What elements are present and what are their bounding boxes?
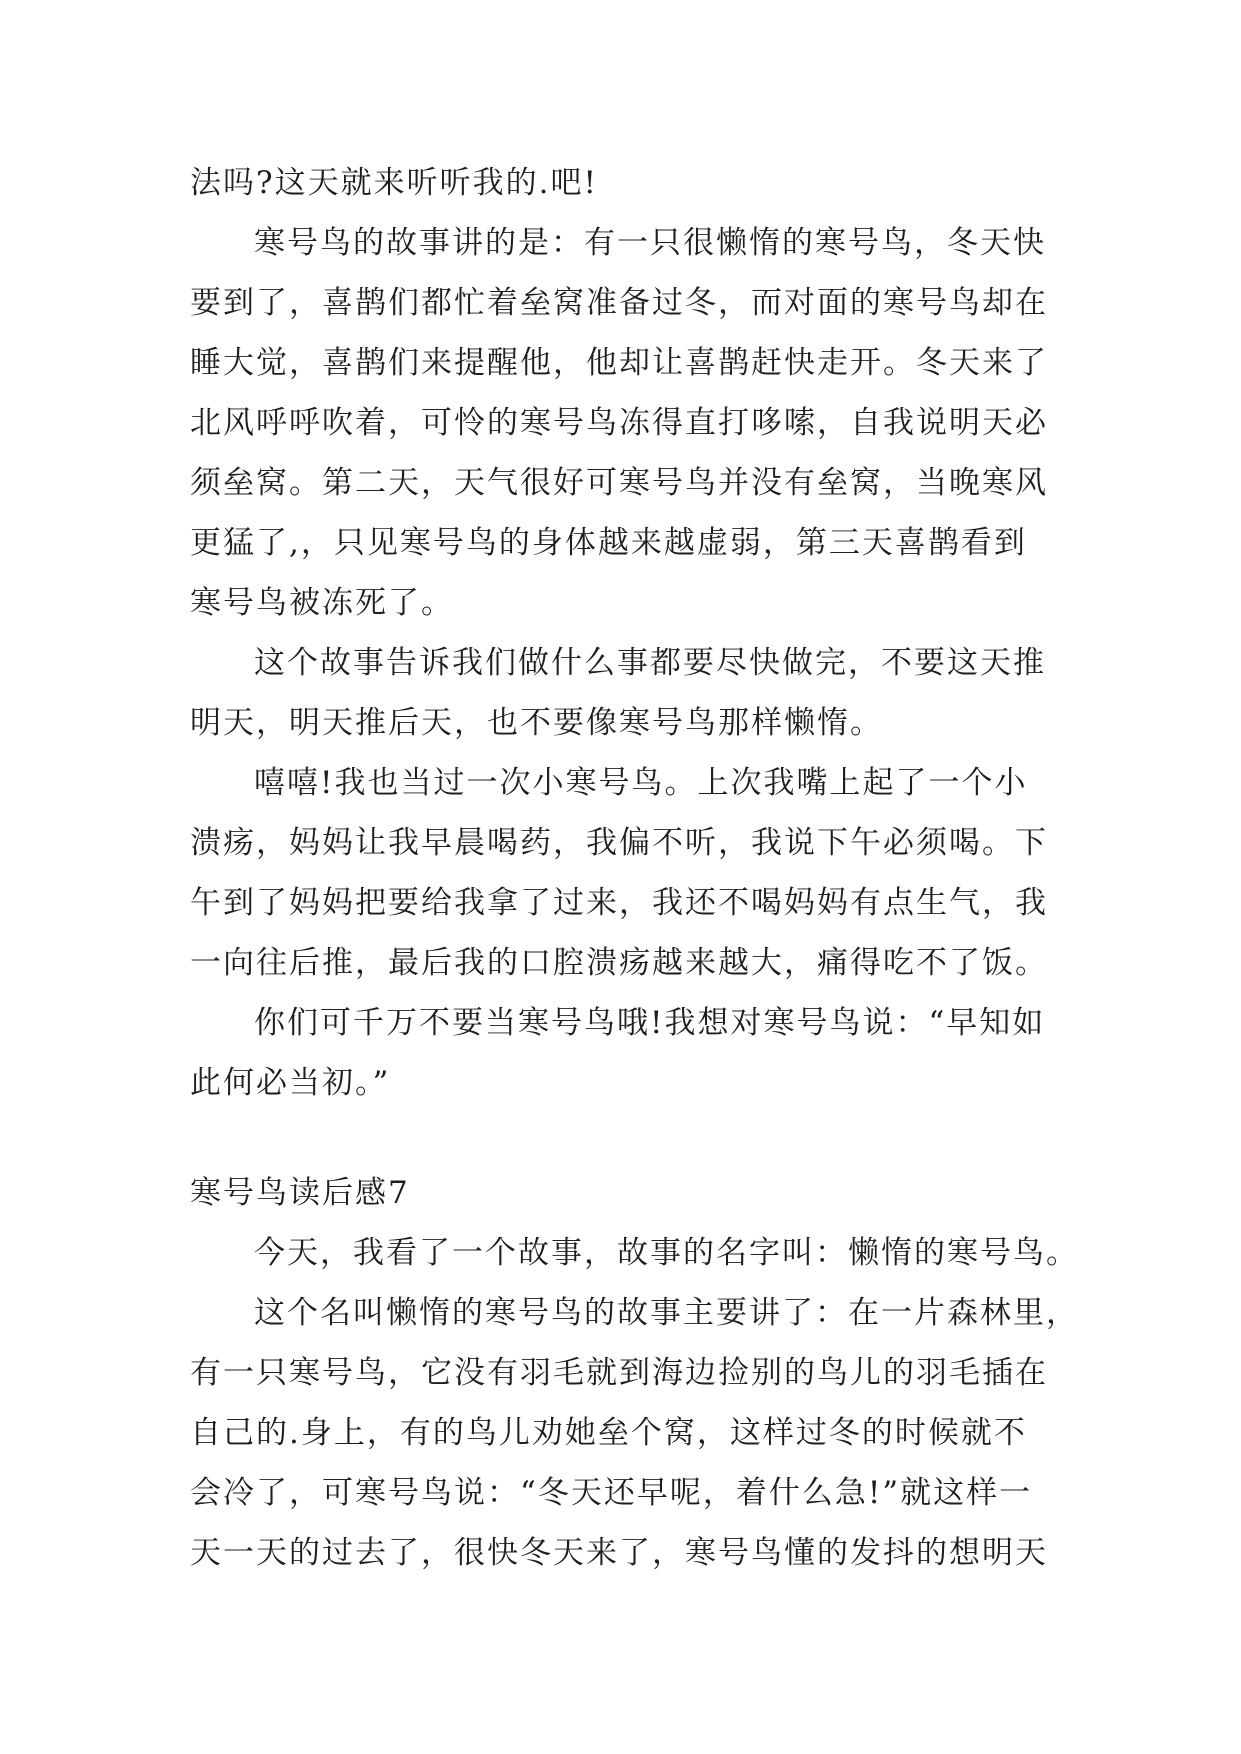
text-line: 自己的.身上，有的鸟儿劝她垒个窝，这样过冬的时候就不 [190, 1415, 1027, 1451]
paragraph-first-line: 你们可千万不要当寒号鸟哦!我想对寒号鸟说：“早知如 [254, 1005, 1046, 1041]
text-line: 睡大觉，喜鹊们来提醒他，他却让喜鹊赶快走开。冬天来了 [190, 345, 1048, 381]
paragraph-first-line: 寒号鸟的故事讲的是：有一只很懒惰的寒号鸟，冬天快 [254, 225, 1046, 261]
text-line: 午到了妈妈把要给我拿了过来，我还不喝妈妈有点生气，我 [190, 885, 1048, 921]
text-line: 此何必当初。” [190, 1065, 391, 1101]
text-line: 须垒窝。第二天，天气很好可寒号鸟并没有垒窝，当晚寒风 [190, 465, 1048, 501]
text-line: 寒号鸟被冻死了。 [190, 585, 454, 621]
text-line: 法吗?这天就来听听我的.吧! [190, 165, 598, 201]
section-heading: 寒号鸟读后感7 [190, 1175, 410, 1211]
text-line: 更猛了,，只见寒号鸟的身体越来越虚弱，第三天喜鹊看到 [190, 525, 1027, 561]
text-line: 有一只寒号鸟，它没有羽毛就到海边捡别的鸟儿的羽毛插在 [190, 1355, 1048, 1391]
text-line: 溃疡，妈妈让我早晨喝药，我偏不听，我说下午必须喝。下 [190, 825, 1048, 861]
text-line: 北风呼呼吹着，可怜的寒号鸟冻得直打哆嗦，自我说明天必 [190, 405, 1048, 441]
paragraph-first-line: 嘻嘻!我也当过一次小寒号鸟。上次我嘴上起了一个小 [254, 765, 1028, 801]
paragraph-first-line: 这个名叫懒惰的寒号鸟的故事主要讲了：在一片森林里， [254, 1295, 1079, 1331]
text-line: 天一天的过去了，很快冬天来了，寒号鸟懂的发抖的想明天 [190, 1535, 1048, 1571]
text-line: 会冷了，可寒号鸟说：“冬天还早呢，着什么急!”就这样一 [190, 1475, 1033, 1511]
text-line: 要到了，喜鹊们都忙着垒窝准备过冬，而对面的寒号鸟却在 [190, 285, 1048, 321]
paragraph-first-line: 今天，我看了一个故事，故事的名字叫：懒惰的寒号鸟。 [254, 1235, 1079, 1271]
paragraph-first-line: 这个故事告诉我们做什么事都要尽快做完，不要这天推 [254, 645, 1046, 681]
text-line: 明天，明天推后天，也不要像寒号鸟那样懒惰。 [190, 705, 883, 741]
text-line: 一向往后推，最后我的口腔溃疡越来越大，痛得吃不了饭。 [190, 945, 1048, 981]
